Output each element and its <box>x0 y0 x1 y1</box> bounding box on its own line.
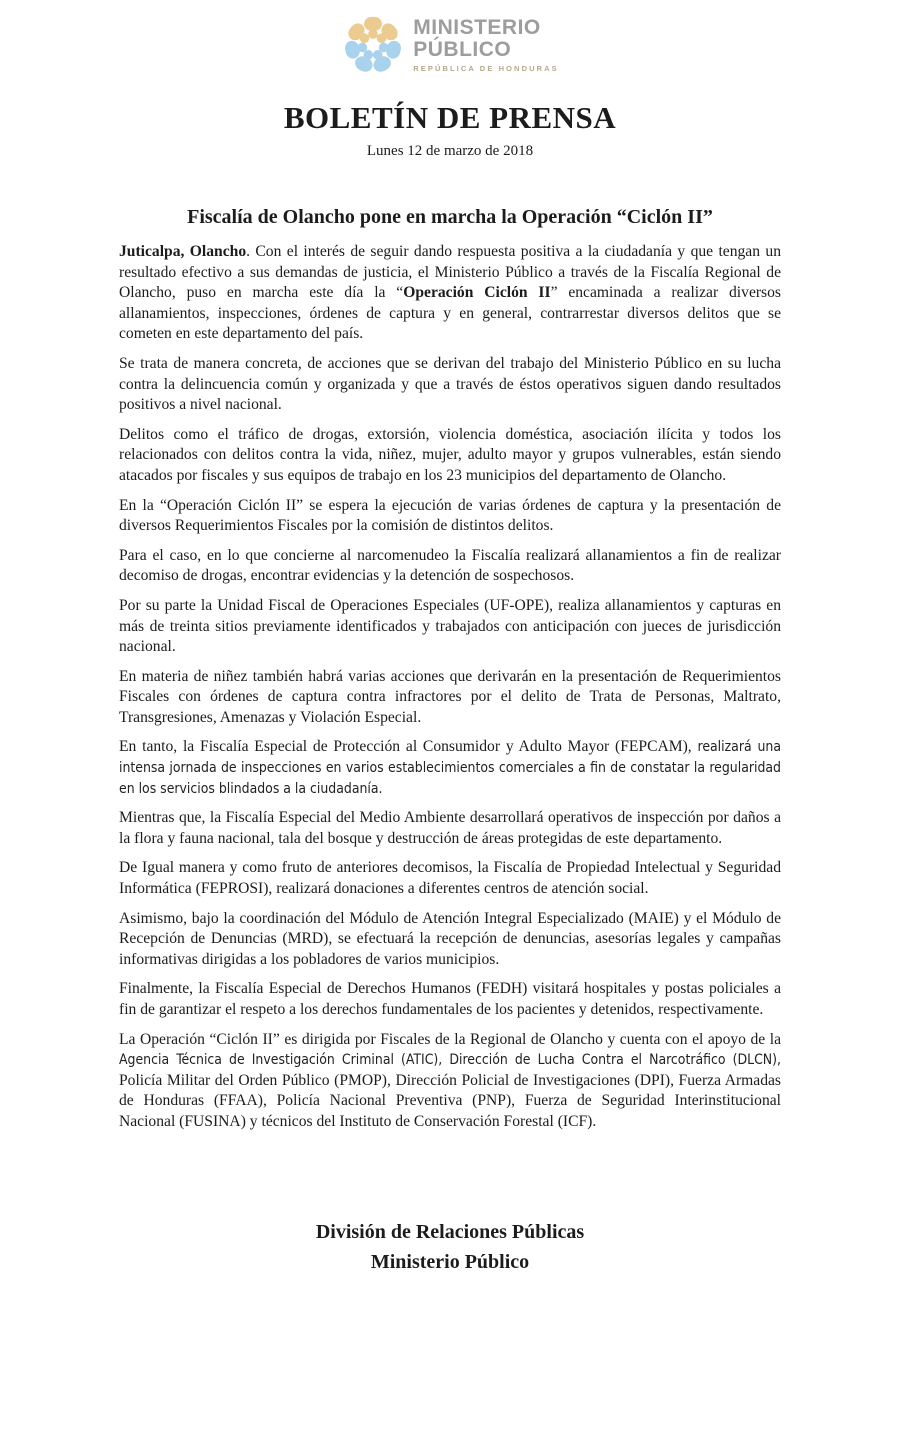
body-paragraph: Asimismo, bajo la coordinación del Módulo de Atención Integral Especializado (MAIE) y el Módulo de Recepción de Denuncias (MRD), se efectuará la recepción de denuncias, asesorías legales y campañas informativas dirigidas a los pobladores de varios municipios. <box>119 909 781 968</box>
article-headline: Fiscalía de Olancho pone en marcha la Operación “Ciclón II” <box>187 206 713 228</box>
body-paragraph: Mientras que, la Fiscalía Especial del Medio Ambiente desarrollará operativos de inspección por daños a la flora y fauna nacional, tala del bosque y destrucción de áreas protegidas de este departamento. <box>119 809 781 847</box>
body-paragraph: En la “Operación Ciclón II” se espera la ejecución de varias órdenes de captura y la presentación de diversos Requerimientos Fiscales por la comisión de distintos delitos. <box>119 496 781 535</box>
body-paragraph: Juticalpa, Olancho. Con el interés de seguir dando respuesta positiva a la ciudadanía y que tengan un resultado efectivo a sus demandas de justicia, el Ministerio Público a través de la Fiscalía Regional de Olancho, puso en marcha este día la “Operación Ciclón II” encaminada a realizar diversos allanamientos, inspecciones, órdenes de captura y en general, contrarrestar diversos delitos que se cometen en este departamento del país. <box>119 243 781 343</box>
footer-ministry: Ministerio Público <box>370 1250 530 1273</box>
ministerio-publico-logo <box>0 12 900 78</box>
body-paragraph: Se trata de manera concreta, de acciones que se derivan del trabajo del Ministerio Público en su lucha contra la delincuencia común y organizada y que a través de éstos operativos siguen dando resultados positivos a nivel nacional. <box>119 354 781 414</box>
logo-wordmark-line1: MINISTERIO <box>413 16 541 39</box>
body-paragraph: De Igual manera y como fruto de anteriores decomisos, la Fiscalía de Propiedad Intelectual y Seguridad Informática (FEPROSI), realizará donaciones a diferentes centros de atención social. <box>119 859 781 898</box>
footer-division: División de Relaciones Públicas <box>315 1220 585 1243</box>
body-paragraph: Para el caso, en lo que concierne al narcomenudeo la Fiscalía realizará allanamientos a fin de realizar decomiso de drogas, encontrar evidencias y la detención de sospechosos. <box>119 546 781 585</box>
bulletin-date: Lunes 12 de marzo de 2018 <box>366 143 534 159</box>
body-paragraph: En tanto, la Fiscalía Especial de Protección al Consumidor y Adulto Mayor (FEPCAM), realizará una intensa jornada de inspecciones en varios establecimientos comerciales a fin de constatar la regularidad en los servicios blindados a la ciudadanía. <box>119 738 781 797</box>
logo-text-block <box>413 17 559 73</box>
body-paragraphs <box>119 242 781 1133</box>
body-paragraph: Por su parte la Unidad Fiscal de Operaciones Especiales (UF-OPE), realiza allanamientos y capturas en más de treinta sitios previamente identificados y trabajados con anticipación con jueces de jurisdicción nacional. <box>119 596 781 656</box>
body-paragraph: Finalmente, la Fiscalía Especial de Derechos Humanos (FEDH) visitará hospitales y postas policiales a fin de garantizar el respeto a los derechos fundamentales de los pacientes y detenidos, respectivamente. <box>119 980 781 1018</box>
bulletin-title: BOLETÍN DE PRENSA <box>283 100 617 135</box>
footer-signature <box>0 1217 900 1277</box>
body-paragraph: La Operación “Ciclón II” es dirigida por Fiscales de la Regional de Olancho y cuenta con el apoyo de la Agencia Técnica de Investigación Criminal (ATIC), Dirección de Lucha Contra el Narcotráfico (DLCN), Policía Militar del Orden Público (PMOP), Dirección Policial de Investigaciones (DPI), Fuerza Armadas de Honduras (FFAA), Policía Nacional Preventiva (PNP), Fuerza de Seguridad Interinstitucional Nacional (FUSINA) y técnicos del Instituto de Conservación Forestal (ICF). <box>119 1030 781 1130</box>
logo-wordmark-line2: PÚBLICO <box>413 38 512 61</box>
body-paragraph: Delitos como el tráfico de drogas, extorsión, violencia doméstica, asociación ilícita y todos los relacionados con delitos contra la vida, niñez, mujer, adulto mayor y grupos vulnerables, están siendo atacados por fiscales y sus equipos de trabajo en los 23 municipios del departamento de Olancho. <box>119 425 781 484</box>
people-circle-logo-icon <box>341 13 405 77</box>
article-body <box>119 206 781 1133</box>
logo-tagline: REPÚBLICA DE HONDURAS <box>413 64 559 73</box>
body-paragraph: En materia de niñez también habrá varias acciones que derivarán en la presentación de Requerimientos Fiscales con órdenes de captura contra infractores por el delito de Trata de Personas, Maltrato, Transgresiones, Amenazas y Violación Especial. <box>119 667 781 726</box>
